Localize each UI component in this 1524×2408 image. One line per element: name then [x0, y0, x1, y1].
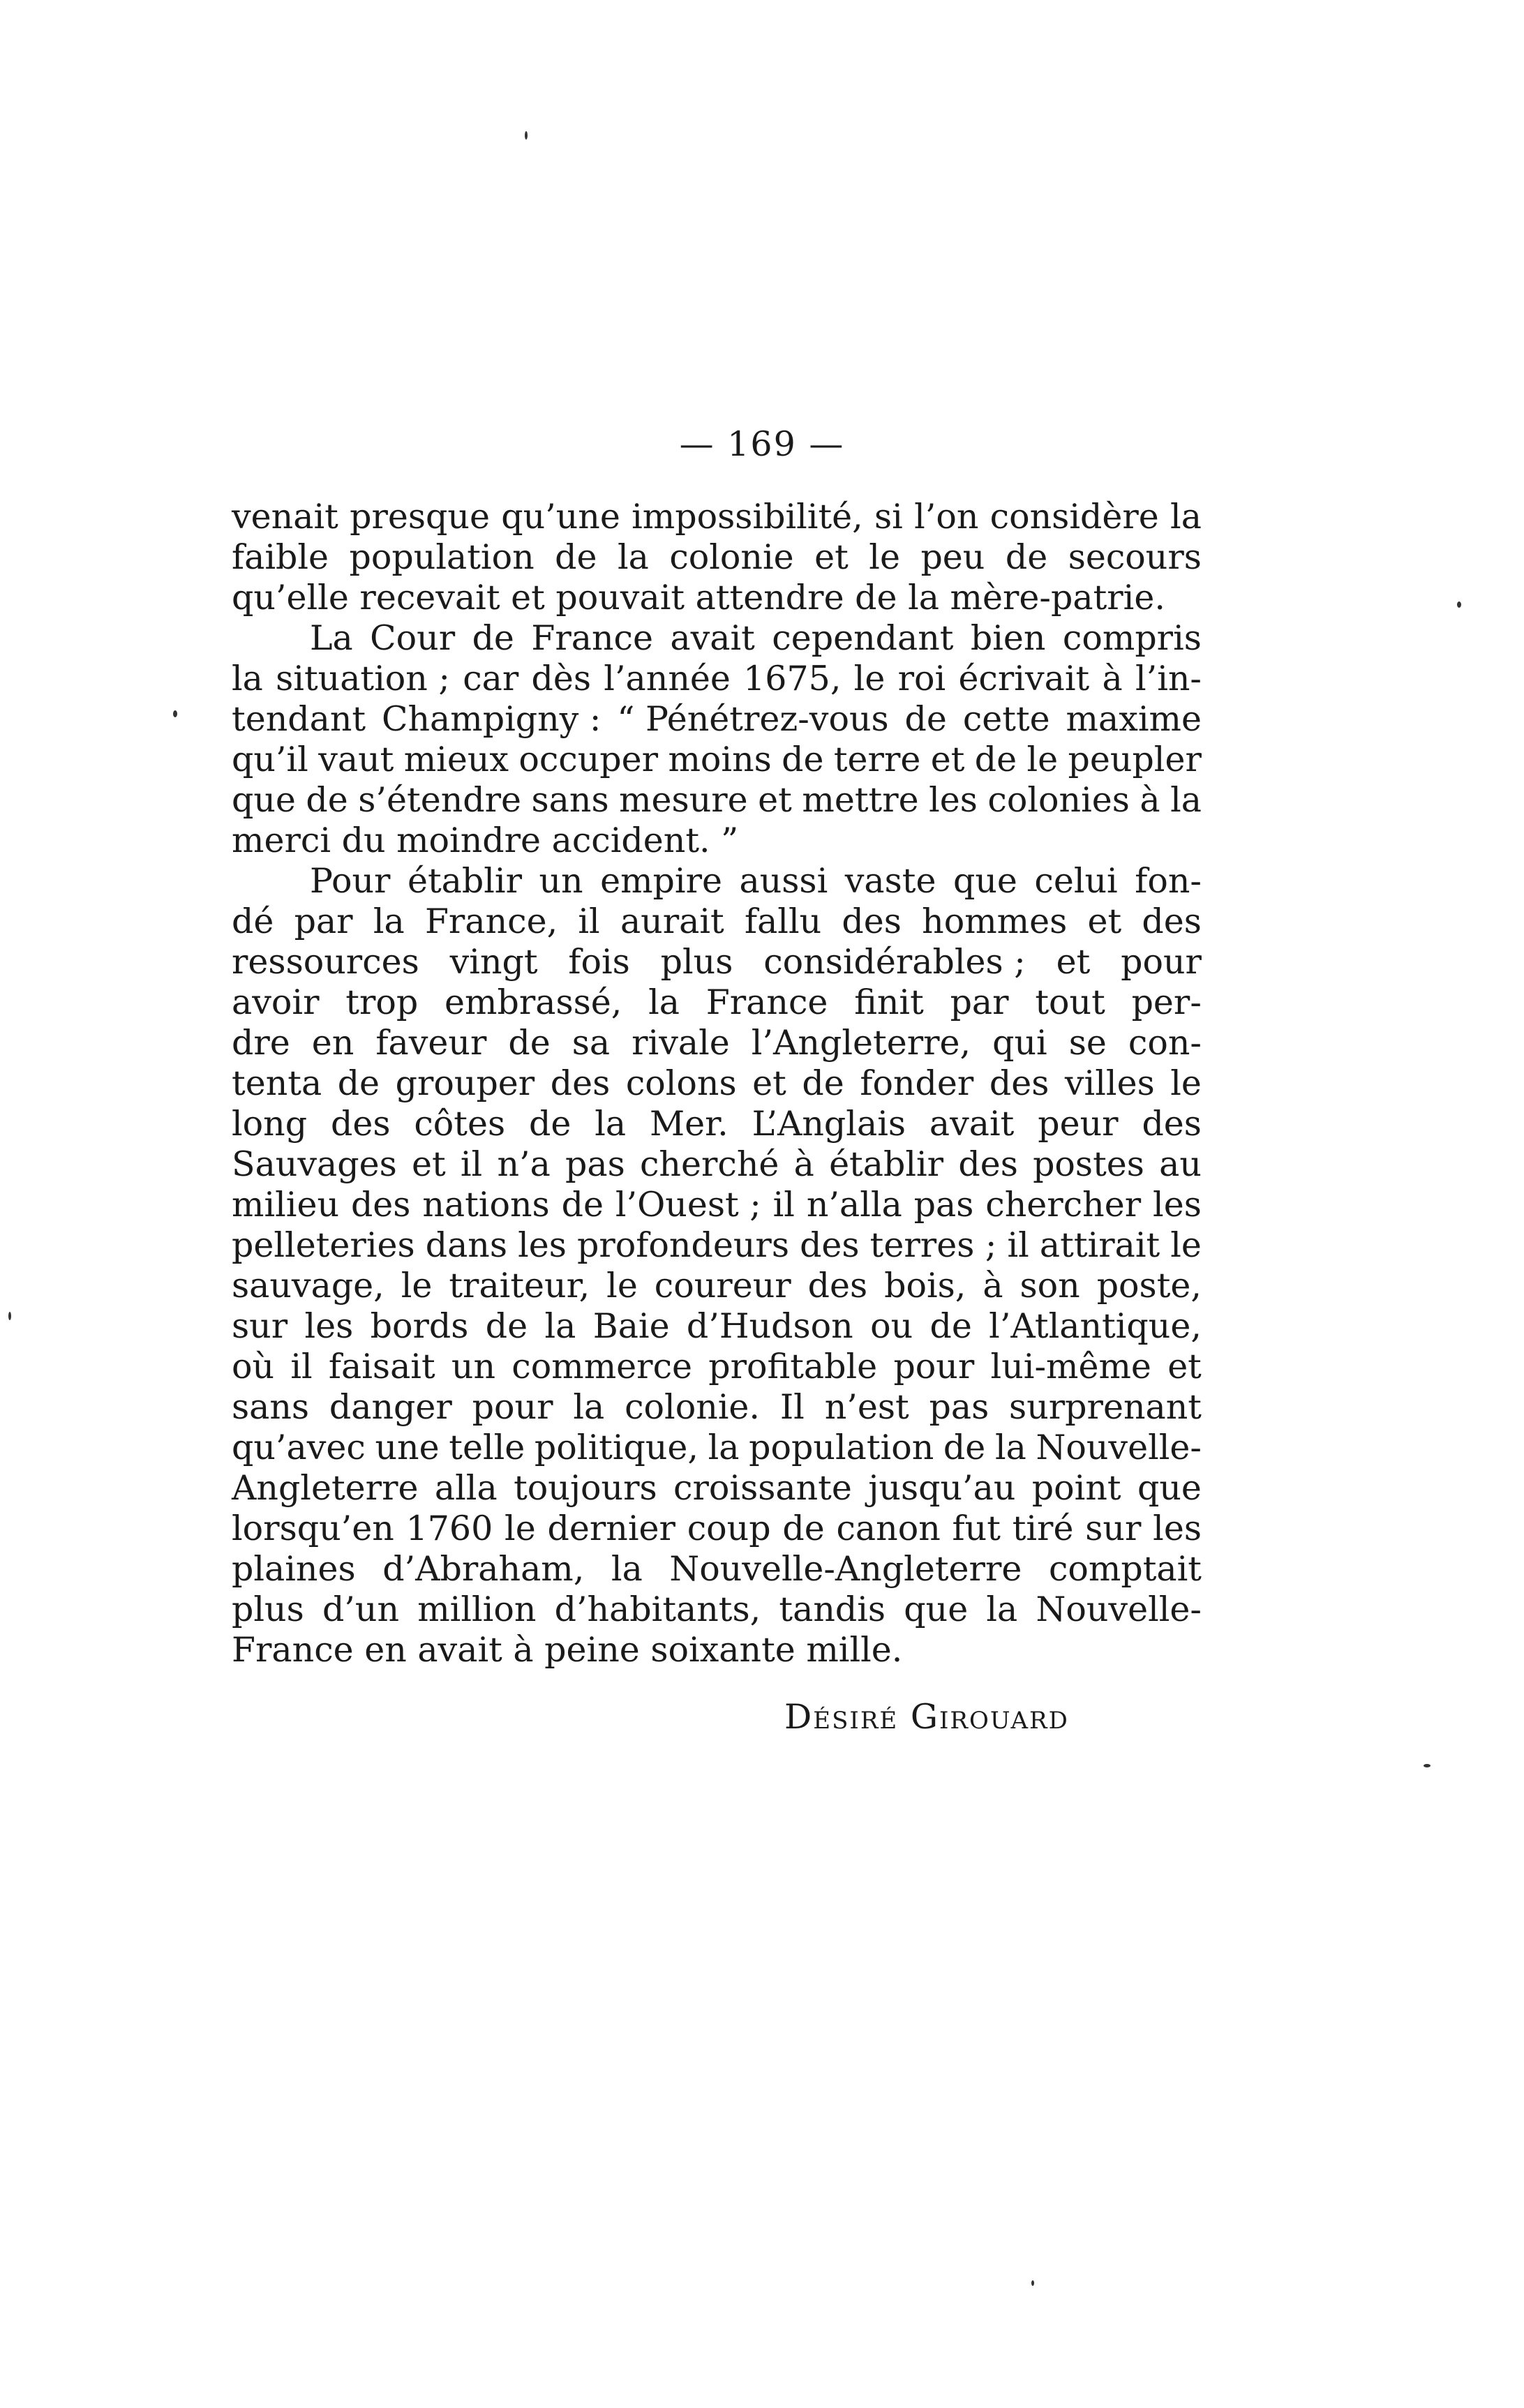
word: bois,	[884, 1266, 966, 1306]
word: grouper	[395, 1063, 535, 1103]
word: d’Abraham,	[382, 1549, 585, 1589]
word: des	[1142, 902, 1202, 941]
word: la	[544, 1306, 576, 1346]
word: avoir	[232, 982, 320, 1022]
word: la	[611, 1549, 643, 1589]
word: empire	[600, 861, 723, 901]
word: danger	[329, 1387, 452, 1427]
word: merci du moindre accident. ”	[232, 821, 739, 860]
word: l’Angleterre,	[751, 1023, 971, 1063]
text-line	[232, 1023, 1202, 1063]
word: les	[929, 780, 978, 820]
word: point	[1031, 1468, 1121, 1508]
word: trop	[345, 982, 419, 1022]
word: million	[417, 1590, 537, 1629]
word: population	[349, 537, 535, 577]
word: de	[561, 1185, 604, 1225]
word: de	[974, 740, 1017, 779]
word: la	[232, 659, 263, 698]
word: qu’elle recevait et pouvait attendre de la mère-patrie.	[232, 578, 1165, 618]
text-line	[232, 780, 1202, 821]
word: fonder	[860, 1063, 974, 1103]
word: mieux	[403, 740, 509, 779]
text-line	[232, 1428, 1202, 1468]
word: que	[232, 780, 296, 820]
word: de	[306, 780, 348, 820]
word: dans	[425, 1225, 508, 1265]
word: ressources	[232, 942, 419, 982]
word: rivale	[632, 1023, 730, 1063]
word: sans	[531, 780, 609, 820]
text-line	[232, 578, 1202, 618]
word: un	[539, 861, 583, 901]
word: n’a	[497, 1144, 551, 1184]
word: en	[311, 1023, 354, 1063]
word: Il	[779, 1387, 805, 1427]
word: pas	[565, 1144, 625, 1184]
word: surprenant	[1009, 1387, 1202, 1427]
word: le	[1026, 740, 1059, 779]
word: vaut	[318, 740, 394, 779]
scan-speck	[525, 131, 528, 140]
word: une	[375, 1428, 440, 1467]
text-line	[232, 1387, 1202, 1428]
word: écrivait	[958, 659, 1090, 698]
word: le	[401, 1266, 433, 1306]
word: et	[1167, 1347, 1202, 1386]
word: et	[411, 1144, 446, 1184]
word: colonie.	[625, 1387, 760, 1427]
text-line	[232, 1144, 1202, 1185]
word: le	[869, 537, 900, 577]
scan-speck	[1424, 1764, 1430, 1767]
word: de	[528, 1104, 572, 1144]
word: des	[989, 1063, 1049, 1103]
word: jusqu’au	[868, 1468, 1016, 1508]
text-line	[232, 740, 1202, 780]
word: le	[1170, 1225, 1202, 1265]
word: per-	[1131, 982, 1202, 1022]
word: d’un	[322, 1590, 399, 1629]
word: par	[950, 982, 1009, 1022]
word: ou	[870, 1306, 913, 1346]
word: roi	[897, 659, 946, 698]
word: fallu	[744, 902, 822, 941]
word: des	[807, 1266, 868, 1306]
word: et	[1087, 902, 1122, 941]
word: lorsqu’en	[232, 1509, 394, 1548]
word: cette	[962, 699, 1050, 739]
text-line	[232, 821, 1202, 861]
word: avait	[670, 618, 755, 658]
word: commerce	[511, 1347, 693, 1386]
word: colonies	[987, 780, 1130, 820]
text-line	[232, 1630, 1202, 1670]
word: les	[518, 1225, 567, 1265]
word: croissante	[673, 1468, 852, 1508]
text-line	[232, 982, 1202, 1023]
word: de	[782, 740, 824, 779]
word: bords	[370, 1306, 469, 1346]
word: vaste	[844, 861, 936, 901]
text-line	[232, 1185, 1202, 1225]
word: d’Hudson	[686, 1306, 853, 1346]
text-line	[232, 537, 1202, 578]
word: de	[472, 618, 514, 658]
word: à	[1140, 780, 1160, 820]
word: sa	[572, 1023, 611, 1063]
word: de	[802, 1063, 844, 1103]
word: l’Atlantique,	[989, 1306, 1202, 1346]
word: la	[994, 1428, 1026, 1467]
word: dernier	[547, 1509, 675, 1548]
word: Sauvages	[232, 1144, 397, 1184]
word: plaines	[232, 1549, 356, 1589]
word: des	[842, 902, 902, 941]
word: faible	[232, 537, 329, 577]
word: se	[1068, 1023, 1107, 1063]
word: 1675,	[743, 659, 842, 698]
word: profondeurs	[577, 1225, 789, 1265]
page-number: — 169 —	[679, 424, 845, 464]
word: attirait	[1039, 1225, 1160, 1265]
article-text	[232, 497, 1202, 1670]
word: traiteur,	[449, 1266, 590, 1306]
text-line	[232, 699, 1202, 740]
word: L’Anglais	[752, 1104, 906, 1144]
word: compris	[1062, 618, 1202, 658]
word: pour	[1121, 942, 1202, 982]
word: pas	[913, 1185, 974, 1225]
word: que	[1137, 1468, 1202, 1508]
word: le	[853, 659, 886, 698]
word: population	[749, 1428, 934, 1467]
word: côtes	[414, 1104, 506, 1144]
word: n’alla	[806, 1185, 902, 1225]
word: pour	[472, 1387, 553, 1427]
word: Pour	[310, 861, 391, 901]
text-line	[232, 659, 1202, 699]
text-line	[232, 497, 1202, 537]
word: profitable	[708, 1347, 878, 1386]
word: toujours	[514, 1468, 657, 1508]
word: par	[294, 902, 353, 941]
text-line	[232, 1347, 1202, 1387]
word: les	[1153, 1185, 1202, 1225]
word: Mer.	[649, 1104, 729, 1144]
word: il	[1007, 1225, 1029, 1265]
word: fois	[568, 942, 630, 982]
word: avait	[929, 1104, 1015, 1144]
word: dé	[232, 902, 274, 941]
word: bien	[970, 618, 1046, 658]
word: poste,	[1096, 1266, 1202, 1306]
word: finit	[854, 982, 924, 1022]
word: tendant	[232, 699, 366, 739]
word: s’étendre	[358, 780, 522, 820]
word: l’année	[604, 659, 731, 698]
word: considérables ;	[763, 942, 1026, 982]
word: que	[952, 861, 1017, 901]
word: la	[648, 982, 680, 1022]
text-line	[232, 942, 1202, 982]
word: peu	[920, 537, 985, 577]
word: pelleteries	[232, 1225, 415, 1265]
word: établir	[407, 861, 522, 901]
word: le	[505, 1509, 536, 1548]
word: canon	[836, 1509, 941, 1548]
word: politique,	[534, 1428, 698, 1467]
word: maxime	[1066, 699, 1202, 739]
word: l’in-	[1135, 659, 1202, 698]
word: et	[752, 1063, 786, 1103]
word: des	[800, 1225, 860, 1265]
word: considère	[989, 497, 1159, 537]
word: et	[930, 740, 965, 779]
word: il	[578, 902, 600, 941]
word: et	[758, 780, 792, 820]
word: des	[330, 1104, 391, 1144]
word: tiré	[1012, 1509, 1074, 1548]
word: la	[373, 902, 405, 941]
word: coureur	[654, 1266, 791, 1306]
text-line	[232, 1104, 1202, 1144]
word: secours	[1068, 537, 1202, 577]
word: La	[310, 618, 353, 658]
word: terres ;	[869, 1225, 997, 1265]
word: des	[1142, 1104, 1202, 1144]
word: colonie	[669, 537, 794, 577]
text-line	[232, 1063, 1202, 1104]
scan-speck	[8, 1312, 11, 1320]
word: France en avait à peine soixante mille.	[232, 1630, 903, 1670]
word: fon-	[1135, 861, 1202, 901]
word: les	[304, 1306, 354, 1346]
word: à	[793, 1144, 814, 1184]
text-line	[232, 1225, 1202, 1266]
word: le	[1170, 1063, 1202, 1103]
word: pour	[893, 1347, 975, 1386]
word: des	[958, 1144, 1018, 1184]
word: peur	[1038, 1104, 1119, 1144]
word: tenta	[232, 1063, 322, 1103]
word: Cour	[370, 618, 456, 658]
word: des	[550, 1063, 611, 1103]
word: venait	[232, 497, 338, 537]
word: terre	[833, 740, 921, 779]
word: occuper	[518, 740, 659, 779]
word: Nouvelle-	[1036, 1428, 1202, 1467]
word: si	[874, 497, 903, 537]
word: France	[531, 618, 653, 658]
word: Angleterre	[232, 1468, 419, 1508]
word: vingt	[449, 942, 538, 982]
word: presque	[350, 497, 490, 537]
word: d’habitants,	[554, 1590, 761, 1629]
scan-speck	[173, 710, 177, 717]
word: 1760	[405, 1509, 493, 1548]
word: et	[814, 537, 849, 577]
word: telle	[449, 1428, 525, 1467]
word: fut	[952, 1509, 1001, 1548]
word: le	[606, 1266, 638, 1306]
word: France	[705, 982, 828, 1022]
word: faveur	[375, 1023, 487, 1063]
word: l’Ouest ;	[615, 1185, 761, 1225]
word: établir	[829, 1144, 944, 1184]
word: la	[1170, 497, 1202, 537]
word: que	[904, 1590, 969, 1629]
word: la	[708, 1428, 740, 1467]
word: il	[290, 1347, 313, 1386]
word: qu’avec	[232, 1428, 366, 1467]
word: n’est	[824, 1387, 909, 1427]
word: de	[929, 1306, 972, 1346]
word: con-	[1128, 1023, 1202, 1063]
word: il	[772, 1185, 795, 1225]
word: hommes	[922, 902, 1068, 941]
word: Champigny :	[381, 699, 602, 739]
word: plus	[232, 1590, 304, 1629]
word: mesure	[619, 780, 748, 820]
word: car	[463, 659, 519, 698]
word: son	[1019, 1266, 1080, 1306]
text-line	[232, 1468, 1202, 1509]
word: dès	[531, 659, 592, 698]
author-signature: Désiré Girouard	[784, 1697, 1069, 1737]
word: France,	[424, 902, 558, 941]
word: chercher	[985, 1185, 1142, 1225]
word: colons	[625, 1063, 737, 1103]
word: coup	[687, 1509, 771, 1548]
word: sans	[232, 1387, 310, 1427]
word: la	[617, 537, 649, 577]
word: la	[595, 1104, 627, 1144]
text-line	[232, 1590, 1202, 1630]
word: faisait	[328, 1347, 435, 1386]
word: à	[1102, 659, 1123, 698]
word: cependant	[772, 618, 954, 658]
word: tandis	[779, 1590, 886, 1629]
word: long	[232, 1104, 308, 1144]
word: de	[1005, 537, 1048, 577]
word: postes	[1033, 1144, 1144, 1184]
word: la	[573, 1387, 605, 1427]
text-line	[232, 902, 1202, 942]
word: des	[350, 1185, 411, 1225]
word: nations	[422, 1185, 550, 1225]
word: à	[983, 1266, 1003, 1306]
word: Nouvelle-Angleterre	[669, 1549, 1022, 1589]
word: de	[904, 699, 947, 739]
word: qu’une	[501, 497, 620, 537]
word: comptait	[1048, 1549, 1202, 1589]
text-line	[232, 1509, 1202, 1549]
word: sur	[232, 1306, 288, 1346]
word: aurait	[620, 902, 724, 941]
word: dre	[232, 1023, 290, 1063]
word: de	[782, 1509, 825, 1548]
word: sur	[1085, 1509, 1142, 1548]
word: de	[337, 1063, 380, 1103]
word: embrassé,	[444, 982, 622, 1022]
word: milieu	[232, 1185, 340, 1225]
word: situation ;	[276, 659, 450, 698]
text-line	[232, 1306, 1202, 1347]
word: il	[460, 1144, 483, 1184]
word: de	[943, 1428, 986, 1467]
word: plus	[660, 942, 733, 982]
word: un	[451, 1347, 496, 1386]
word: villes	[1064, 1063, 1155, 1103]
word: les	[1153, 1509, 1202, 1548]
word: qui	[992, 1023, 1047, 1063]
word: où	[232, 1347, 275, 1386]
text-line	[232, 618, 1202, 659]
scan-speck	[1031, 2280, 1034, 2286]
text-line	[232, 861, 1202, 902]
word: et	[1056, 942, 1091, 982]
scan-speck	[1457, 601, 1461, 608]
word: “ Pénétrez-vous	[617, 699, 889, 739]
word: Nouvelle-	[1036, 1590, 1202, 1629]
word: qu’il	[232, 740, 308, 779]
word: cherché	[639, 1144, 779, 1184]
word: de	[508, 1023, 551, 1063]
word: sauvage,	[232, 1266, 384, 1306]
word: celui	[1034, 861, 1118, 901]
word: moins	[668, 740, 772, 779]
word: peupler	[1068, 740, 1202, 779]
word: la	[986, 1590, 1018, 1629]
word: Baie	[592, 1306, 670, 1346]
word: de	[485, 1306, 528, 1346]
text-line	[232, 1266, 1202, 1306]
text-line	[232, 1549, 1202, 1590]
word: de	[555, 537, 597, 577]
word: la	[1170, 780, 1202, 820]
word: au	[1159, 1144, 1202, 1184]
word: l’on	[914, 497, 979, 537]
word: alla	[434, 1468, 498, 1508]
word: tout	[1035, 982, 1105, 1022]
word: pas	[929, 1387, 989, 1427]
word: impossibilité,	[632, 497, 863, 537]
word: mettre	[802, 780, 919, 820]
word: lui-même	[990, 1347, 1151, 1386]
word: aussi	[739, 861, 828, 901]
